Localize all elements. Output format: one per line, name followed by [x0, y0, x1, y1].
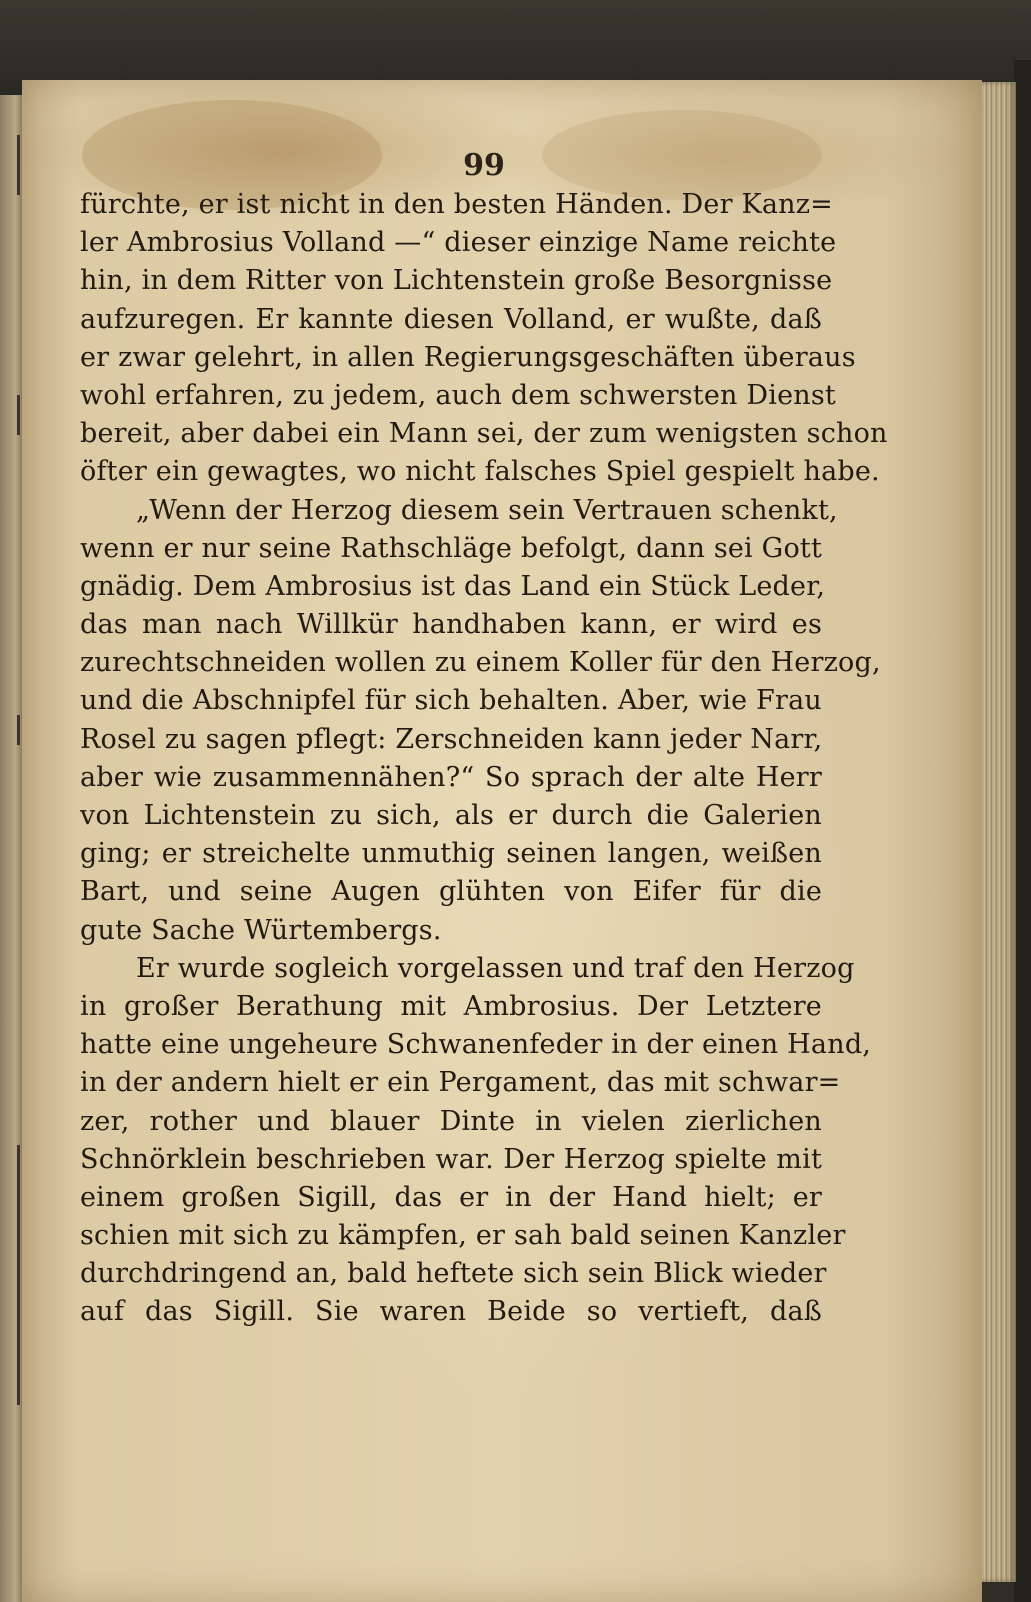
text-line: fürchte, er ist nicht in den besten Händen. Der Kanz= [80, 189, 833, 220]
binding-mark [17, 395, 20, 435]
text-line: schien mit sich zu kämpfen, er sah bald seinen Kanzler [80, 1220, 846, 1252]
text-line: gute Sache Würtembergs. [80, 914, 442, 946]
book-cover-edge [1014, 60, 1031, 1602]
body-text [80, 186, 888, 1332]
text-line: aufzuregen. Er kannte diesen Volland, er wußte, daß [80, 303, 822, 335]
text-line: ler Ambrosius Volland —“ dieser einzige Name reichte [80, 227, 837, 259]
text-line: von Lichtenstein zu sich, als er durch die Galerien [80, 800, 822, 831]
text-line: Rosel zu sagen pflegt: Zerschneiden kann jeder Narr, [80, 723, 823, 755]
text-line: er zwar gelehrt, in allen Regierungsgeschäften überaus [80, 341, 856, 373]
text-line: einem großen Sigill, das er in der Hand hielt; er [80, 1181, 822, 1213]
book-page [22, 80, 982, 1602]
text-line: zurechtschneiden wollen zu einem Koller für den Herzog, [80, 647, 881, 679]
text-line: wohl erfahren, zu jedem, auch dem schwersten Dienst [80, 379, 836, 411]
text-line: bereit, aber dabei ein Mann sei, der zum wenigsten schon [80, 418, 888, 450]
text-line: und die Abschnipfel für sich behalten. Aber, wie Frau [80, 685, 822, 717]
text-line: öfter ein gewagtes, wo nicht falsches Spiel gespielt habe. [80, 456, 880, 488]
text-line: in großer Berathung mit Ambrosius. Der Letztere [80, 990, 822, 1022]
text-line: das man nach Willkür handhaben kann, er wird es [80, 609, 822, 641]
text-line: hatte eine ungeheure Schwanenfeder in der einen Hand, [80, 1029, 872, 1061]
page-stack-edges [978, 82, 1016, 1582]
text-line: in der andern hielt er ein Pergament, das mit schwar= [80, 1067, 841, 1099]
text-line: Er wurde sogleich vorgelassen und traf den Herzog [136, 952, 855, 984]
text-line: gnädig. Dem Ambrosius ist das Land ein Stück Leder, [80, 570, 826, 602]
text-line: Schnörklein beschrieben war. Der Herzog spielte mit [80, 1143, 822, 1175]
text-line: ging; er streichelte unmuthig seinen langen, weißen [80, 838, 822, 870]
binding-mark [17, 1145, 20, 1405]
text-line: durchdringend an, bald heftete sich sein Blick wieder [80, 1258, 827, 1290]
page-number: 99 [463, 148, 505, 183]
text-line: zer, rother und blauer Dinte in vielen zierlichen [80, 1105, 822, 1137]
text-line: aber wie zusammennähen?“ So sprach der alte Herr [80, 761, 822, 793]
text-line: wenn er nur seine Rathschläge befolgt, dann sei Gott [80, 532, 822, 564]
text-line: auf das Sigill. Sie waren Beide so vertieft, daß [80, 1296, 822, 1328]
text-line: Bart, und seine Augen glühten von Eifer für die [80, 876, 822, 908]
text-line: „Wenn der Herzog diesem sein Vertrauen schenkt, [136, 494, 838, 526]
binding-mark [17, 715, 20, 745]
text-line: hin, in dem Ritter von Lichtenstein große Besorgnisse [80, 265, 833, 297]
